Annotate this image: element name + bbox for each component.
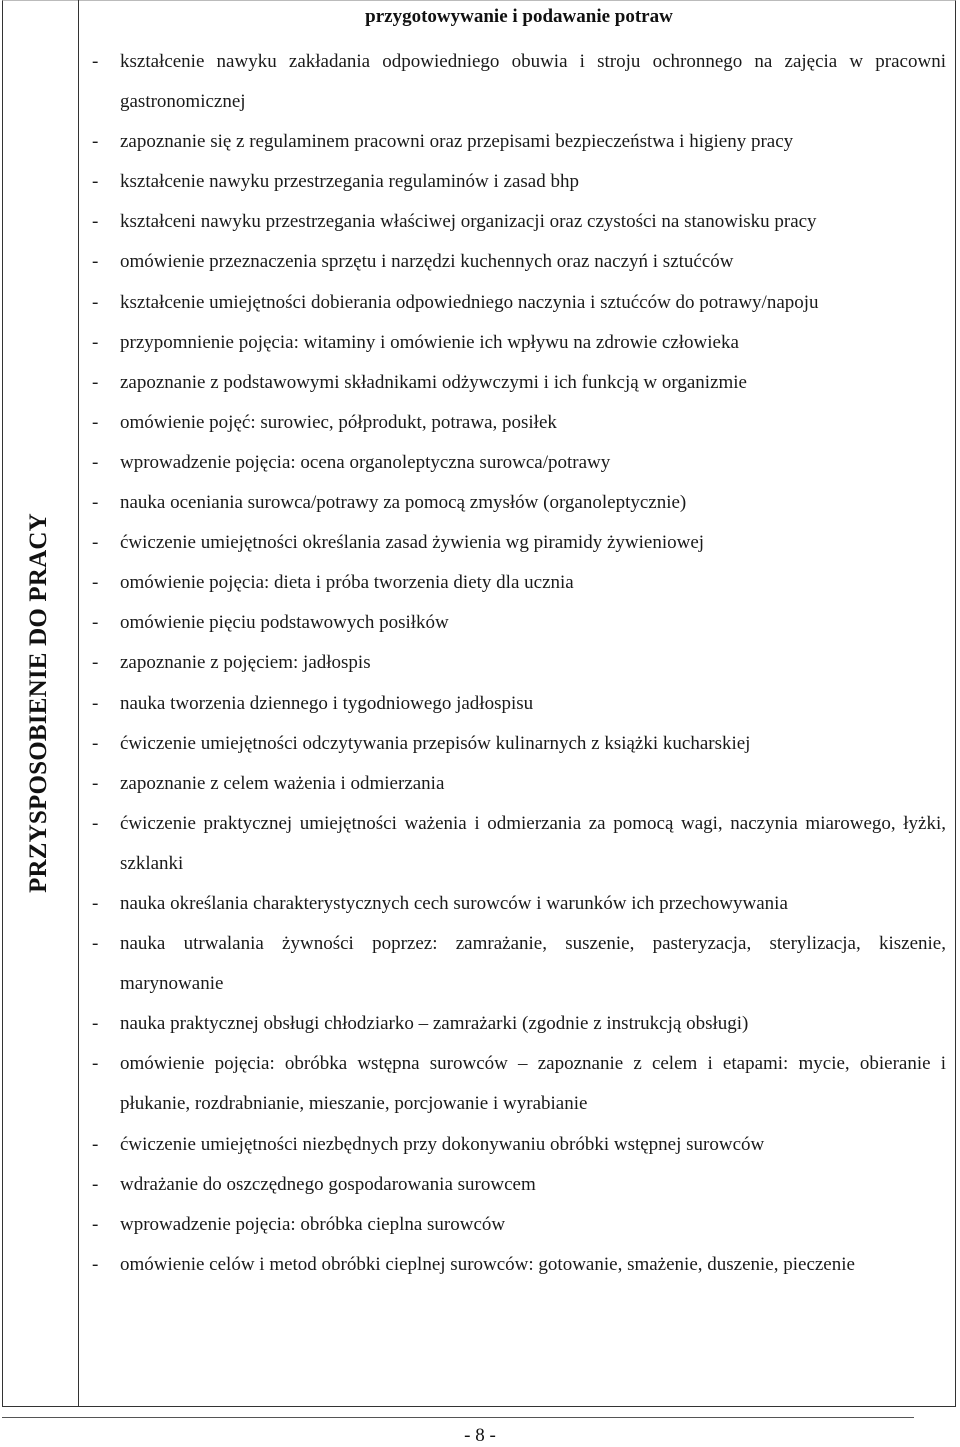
bullet-dash: - xyxy=(92,171,99,193)
bullet-dash: - xyxy=(92,1173,99,1195)
list-item xyxy=(92,1125,946,1165)
side-label-column xyxy=(0,0,78,1407)
list-item-text: nauka oceniania surowca/potrawy za pomocą zmysłów (organoleptycznie) xyxy=(120,492,687,514)
bullet-dash: - xyxy=(92,612,99,634)
list-item xyxy=(92,443,946,483)
bullet-dash: - xyxy=(92,1053,99,1075)
list-item xyxy=(92,603,946,643)
bullet-dash: - xyxy=(92,812,99,834)
bullet-dash: - xyxy=(92,331,99,353)
bullet-dash: - xyxy=(92,692,99,714)
bullet-dash: - xyxy=(92,892,99,914)
list-item-text: omówienie przeznaczenia sprzętu i narzędzi kuchennych oraz naczyń i sztućców xyxy=(120,251,734,273)
bullet-dash: - xyxy=(92,131,99,153)
list-item xyxy=(92,764,946,804)
bullet-dash: - xyxy=(92,652,99,674)
bullet-dash: - xyxy=(92,451,99,473)
bullet-dash: - xyxy=(92,51,99,72)
bullet-dash: - xyxy=(92,291,99,313)
list-item xyxy=(92,42,946,122)
bullet-dash: - xyxy=(92,492,99,514)
list-item xyxy=(92,563,946,603)
footer-rule xyxy=(2,1417,914,1418)
list-item xyxy=(92,684,946,724)
section-title: przygotowywanie i podawanie potraw xyxy=(365,6,673,27)
list-item xyxy=(92,804,946,884)
list-item xyxy=(92,724,946,764)
list-item-text: nauka tworzenia dziennego i tygodniowego jadłospisu xyxy=(120,692,534,714)
list-item-text: nauka praktycznej obsługi chłodziarko – zamrażarki (zgodnie z instrukcją obsługi) xyxy=(120,1013,749,1035)
list-item-text: przypomnienie pojęcia: witaminy i omówienie ich wpływu na zdrowie człowieka xyxy=(120,331,739,353)
list-item xyxy=(92,363,946,403)
list-item-text: omówienie pojęć: surowiec, półprodukt, potrawa, posiłek xyxy=(120,411,557,433)
column-divider xyxy=(78,0,79,1407)
list-item xyxy=(92,242,946,282)
list-item-text: kształceni nawyku przestrzegania właściwej organizacji oraz czystości na stanowisku pracy xyxy=(120,211,817,233)
list-item-text: zapoznanie z pojęciem: jadłospis xyxy=(120,652,371,674)
bullet-dash: - xyxy=(92,732,99,754)
list-item xyxy=(92,1044,946,1124)
list-item xyxy=(92,202,946,242)
list-item-text: zapoznanie z podstawowymi składnikami odżywczymi i ich funkcją w organizmie xyxy=(120,371,747,393)
list-item-text: ćwiczenie praktycznej umiejętności ważenia i odmierzania za pomocą wagi, naczynia miarowego, łyżki, szklanki xyxy=(120,812,946,874)
topic-list xyxy=(92,42,946,1285)
list-item-text: ćwiczenie umiejętności niezbędnych przy dokonywaniu obróbki wstępnej surowców xyxy=(120,1133,765,1155)
list-item xyxy=(92,1165,946,1205)
list-item-text: omówienie pojęcia: obróbka wstępna surowców – zapoznanie z celem i etapami: mycie, obieranie i płukanie, rozdrabnianie, mieszanie, porcjowanie i wyrabianie xyxy=(120,1053,946,1115)
list-item-text: ćwiczenie umiejętności określania zasad żywienia wg piramidy żywieniowej xyxy=(120,532,705,554)
list-item xyxy=(92,1004,946,1044)
bullet-dash: - xyxy=(92,411,99,433)
bullet-dash: - xyxy=(92,1013,99,1035)
bullet-dash: - xyxy=(92,1253,99,1275)
list-item xyxy=(92,884,946,924)
list-item xyxy=(92,924,946,1004)
list-item xyxy=(92,323,946,363)
list-item-text: zapoznanie z celem ważenia i odmierzania xyxy=(120,772,445,794)
bullet-dash: - xyxy=(92,572,99,594)
list-item-text: omówienie pięciu podstawowych posiłków xyxy=(120,612,449,634)
list-item-text: ćwiczenie umiejętności odczytywania przepisów kulinarnych z książki kucharskiej xyxy=(120,732,751,754)
list-item xyxy=(92,1205,946,1245)
list-item xyxy=(92,122,946,162)
list-item-text: omówienie pojęcia: dieta i próba tworzenia diety dla ucznia xyxy=(120,572,574,594)
list-item-text: kształcenie nawyku zakładania odpowiedniego obuwia i stroju ochronnego na zajęcia w pracowni gastronomicznej xyxy=(120,51,946,113)
list-item-text: zapoznanie się z regulaminem pracowni oraz przepisami bezpieczeństwa i higieny pracy xyxy=(120,131,794,153)
list-item-text: nauka określania charakterystycznych cech surowców i warunków ich przechowywania xyxy=(120,892,788,914)
bullet-dash: - xyxy=(92,772,99,794)
list-item-text: kształcenie nawyku przestrzegania regulaminów i zasad bhp xyxy=(120,171,579,193)
bullet-dash: - xyxy=(92,1213,99,1235)
list-item-text: wprowadzenie pojęcia: ocena organoleptyczna surowca/potrawy xyxy=(120,451,611,473)
list-item xyxy=(92,523,946,563)
list-item-text: wdrażanie do oszczędnego gospodarowania surowcem xyxy=(120,1173,536,1195)
bullet-dash: - xyxy=(92,532,99,554)
page-number: - 8 - xyxy=(464,1425,496,1446)
list-item xyxy=(92,1245,946,1285)
side-label: PRZYSPOSOBIENIE DO PRACY xyxy=(25,513,52,893)
list-item-text: kształcenie umiejętności dobierania odpowiedniego naczynia i sztućców do potrawy/napoju xyxy=(120,291,819,313)
bullet-dash: - xyxy=(92,251,99,273)
list-item xyxy=(92,283,946,323)
list-item xyxy=(92,643,946,683)
list-item xyxy=(92,403,946,443)
list-item xyxy=(92,483,946,523)
bullet-dash: - xyxy=(92,1133,99,1155)
bullet-dash: - xyxy=(92,211,99,233)
bullet-dash: - xyxy=(92,933,99,955)
list-item-text: omówienie celów i metod obróbki cieplnej surowców: gotowanie, smażenie, duszenie, pieczenie xyxy=(120,1253,855,1275)
list-item-text: nauka utrwalania żywności poprzez: zamrażanie, suszenie, pasteryzacja, sterylizacja, kiszenie, marynowanie xyxy=(120,933,946,995)
bullet-dash: - xyxy=(92,371,99,393)
list-item xyxy=(92,162,946,202)
list-item-text: wprowadzenie pojęcia: obróbka cieplna surowców xyxy=(120,1213,506,1235)
